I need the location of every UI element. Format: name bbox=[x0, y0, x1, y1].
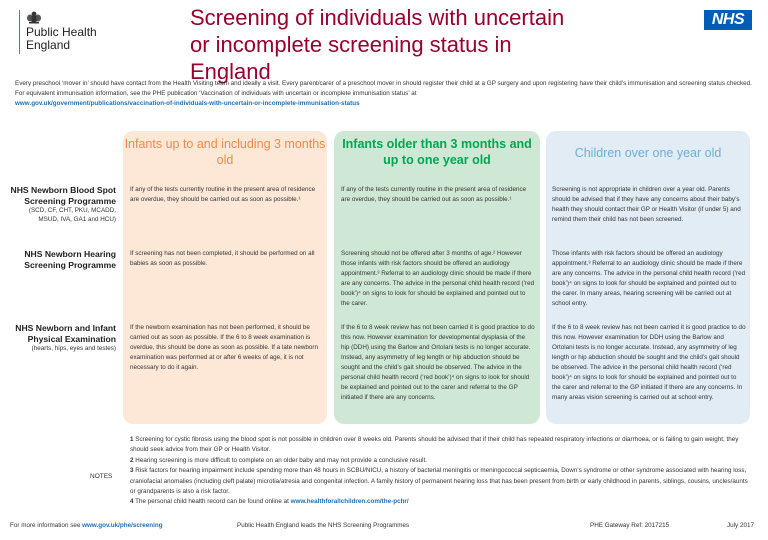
note-4 bbox=[130, 497, 755, 507]
cell-blood-spot-over-1y: Screening is not appropriate in children over a year old. Parents should be advised that if they have any concerns about their baby’s health they should contact their GP or Health Visitor (if under 5) and remind them their child has not been screened. bbox=[552, 186, 741, 223]
royal-crest-icon bbox=[26, 10, 42, 24]
cell-physical-exam-3-12m: If the 6 to 8 week review has not been carried it is good practice to do this now. However examination for developmental dysplasia of the hip (DDH) using the Barlow and Ortolani tests is no longer accurate. Instead, any asymmetry of leg length or hip abduction should be sought and the child’s gait should be observed. The advice in the personal child health record (‘red book’)⁴ on signs to look for should be explained and pointed out to the carer and referral to the GP initiated if there are any concerns. bbox=[341, 324, 535, 401]
page-title: Screening of individuals with uncertain or incomplete screening status in England bbox=[190, 5, 565, 84]
footer-leads: Public Health England leads the NHS Screening Programmes bbox=[237, 522, 410, 529]
row-label-physical-exam bbox=[10, 323, 116, 354]
cell-physical-exam-over-1y: If the 6 to 8 week review has not been carried it is good practice to do this now. However examination for DDH using the Barlow and Ortolani tests is no longer accurate. Instead, any asymmetry of leg length or hip abduction should be sought and the child’s gait should be observed. The advice in the personal child health record (‘red book’)⁴ on signs to look for should be explained and pointed out to the carer and referral to the GP initiated if there are any concerns. In many areas vision screening is carried out at school entry. bbox=[552, 324, 746, 401]
note-text: Risk factors for hearing impairment include spending more than 48 hours in SCBU/NICU, a history of bacterial meningitis or meningococcal septicaemia, Down’s syndrome or other syndrome associated with hearing loss, craniofacial anomalies (including cleft palate) microtia/atresia and congenital infection. A family history of permanent hearing loss that has been present from birth or early childhood in parents, siblings, cousins, uncles/aunts or grandparents is also a risk factor. bbox=[130, 467, 748, 496]
column-header-infants-0-3m: Infants up to and including 3 months old bbox=[124, 137, 326, 167]
note-3 bbox=[130, 466, 755, 497]
footer-date: July 2017 bbox=[727, 522, 754, 529]
cell-hearing-over-1y: Those infants with risk factors should be offered an audiology appointment.³ Referral to an audiology clinic should be made if there are any concerns. The advice in the personal child health record (‘red book’)⁴ on signs to look for should be explained and pointed out to the carer. In many areas, hearing screening will be carried out at school entry. bbox=[552, 250, 746, 307]
pchr-link[interactable]: www.healthforallchildren.com/the-pchr/ bbox=[290, 498, 409, 506]
row-title: NHS Newborn Hearing Screening Programme bbox=[24, 249, 116, 270]
note-text: Hearing screening is more difficult to complete on an older baby and may not provide a conclusive result. bbox=[135, 456, 428, 464]
note-number: 3 bbox=[130, 467, 134, 475]
cell-blood-spot-0-3m: If any of the tests currently routine in the present area of residence are overdue, they should be carried out as soon as possible.¹ bbox=[130, 186, 316, 203]
immunisation-link[interactable]: www.gov.uk/government/publications/vaccination-of-individuals-with-uncertain-or-incomplete-immunisation-status bbox=[15, 100, 360, 107]
note-number: 1 bbox=[130, 436, 134, 443]
logo-line-1: Public Health bbox=[26, 25, 97, 39]
cell-physical-exam-0-3m: If the newborn examination has not been performed, it should be carried out as soon as possible. If the 6 to 8 week examination is overdue, this should be done as soon as possible. If a late newborn examination was performed at or after 6 weeks of age, it is not necessary to do it again. bbox=[130, 324, 318, 371]
column-panel-infants-0-3m bbox=[123, 131, 327, 424]
column-header-infants-3-12m: Infants older than 3 months and up to one year old bbox=[342, 137, 532, 167]
note-2 bbox=[130, 456, 755, 466]
intro-text bbox=[15, 79, 760, 109]
phe-logo bbox=[19, 10, 97, 54]
note-text: The personal child health record can be found online at bbox=[135, 498, 291, 506]
note-number: 4 bbox=[130, 498, 134, 506]
footer-more-info bbox=[10, 522, 163, 529]
note-text: Screening for cystic fibrosis using the blood spot is not possible in children over 8 weeks old. Parents should be advised that if their child has repeated respiratory infections or diarrhoea, or is failing to gain weight, they should seek advice from their GP or Health Visitor. bbox=[130, 436, 739, 454]
row-subtitle: (hearts, hips, eyes and testes) bbox=[31, 345, 116, 352]
column-header-children-over-1y: Children over one year old bbox=[574, 146, 722, 160]
row-label-hearing bbox=[10, 249, 116, 271]
row-subtitle: (SCD, CF, CHT, PKU, MCADD, MSUD, IVA, GA1 and HCU) bbox=[28, 207, 116, 223]
notes-label: NOTES bbox=[90, 473, 113, 480]
screening-link[interactable]: www.gov.uk/phe/screening bbox=[82, 522, 163, 529]
row-label-blood-spot bbox=[10, 185, 116, 224]
intro-paragraph-2: For equivalent immunisation information, see the PHE publication ‘Vaccination of individuals with uncertain or incomplete immunisation status’ at bbox=[15, 90, 417, 97]
notes-list bbox=[130, 435, 755, 508]
logo-line-2: England bbox=[26, 38, 71, 52]
cell-blood-spot-3-12m: If any of the tests currently routine in the present area of residence are overdue, they should be carried out as soon as possible.¹ bbox=[341, 186, 527, 203]
nhs-logo: NHS bbox=[704, 10, 752, 30]
row-title: NHS Newborn and Infant Physical Examination bbox=[15, 323, 116, 344]
note-number: 2 bbox=[130, 456, 134, 464]
note-1 bbox=[130, 435, 755, 456]
footer-gateway-ref: PHE Gateway Ref: 2017215 bbox=[590, 522, 670, 529]
cell-hearing-0-3m: If screening has not been completed, it should be performed on all babies as soon as possible. bbox=[130, 250, 315, 267]
row-title: NHS Newborn Blood Spot Screening Programme bbox=[10, 185, 116, 206]
footer-more-info-text: For more information see bbox=[10, 522, 83, 529]
intro-paragraph-1: Every preschool ‘mover in’ should have contact from the Health Visiting team and ideally a visit. Every parent/carer of a preschool mover in should register their child at a GP surgery and upon registering have their child’s immunisation and screening status checked. bbox=[15, 80, 752, 87]
cell-hearing-3-12m: Screening should not be offered after 3 months of age.² However those infants with risk factors should be offered an audiology appointment.³ Referral to an audiology clinic should be made if there are any concerns. The advice in the personal child health record (‘red book’)⁴ on signs to look for should be explained and pointed out to the carer. bbox=[341, 250, 535, 307]
